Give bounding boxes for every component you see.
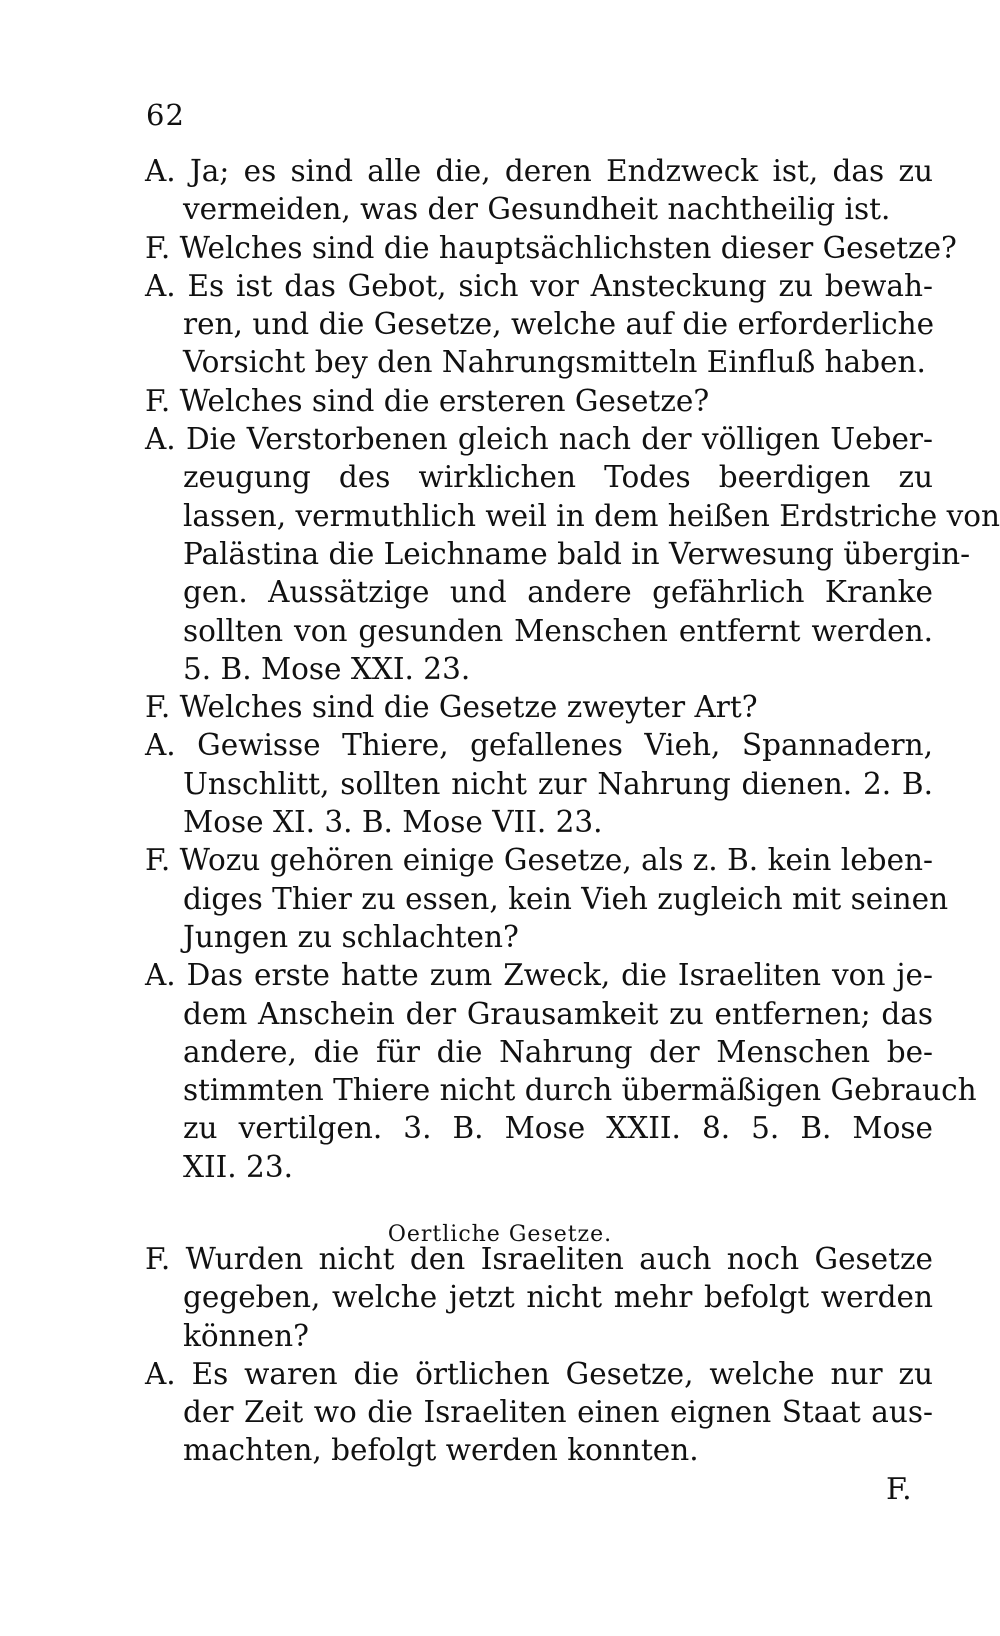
section-heading: Oertliche Gesetze. [387, 1222, 613, 1247]
text-line: vermeiden, was der Gesundheit nachtheilig ist. [183, 192, 891, 227]
text-line: F. Welches sind die ersteren Gesetze? [145, 383, 710, 418]
text-line: Vorsicht bey den Nahrungsmitteln Einfluß haben. [183, 345, 926, 380]
text-line: Palästina die Leichname bald in Verwesung übergin- [183, 536, 971, 571]
text-line: zu vertilgen. 3. B. Mose XXII. 8. 5. B. Mose [183, 1111, 933, 1146]
text-line: A. Es waren die örtlichen Gesetze, welche nur zu [145, 1356, 933, 1391]
text-line: A. Ja; es sind alle die, deren Endzweck ist, das zu [145, 154, 933, 188]
text-line: der Zeit wo die Israeliten einen eignen Staat aus- [183, 1395, 933, 1430]
text-line: F. Welches sind die hauptsächlichsten dieser Gesetze? [145, 230, 957, 265]
page-number: 62 [146, 98, 185, 132]
text-line: sollten von gesunden Menschen entfernt werden. [183, 613, 933, 648]
text-line: 5. B. Mose XXI. 23. [183, 651, 471, 686]
text-line: Jungen zu schlachten? [183, 919, 519, 954]
text-line: stimmten Thiere nicht durch übermäßigen Gebrauch [183, 1073, 977, 1108]
text-line: F. Wozu gehören einige Gesetze, als z. B. kein leben- [145, 843, 933, 878]
text-line: gen. Aussätzige und andere gefährlich Kranke [183, 575, 933, 610]
qa-block-health-laws [145, 152, 1000, 1186]
text-line: dem Anschein der Grausamkeit zu entfernen; das [183, 996, 933, 1031]
catchword: F. [886, 1472, 912, 1507]
qa-block-local-laws [145, 1240, 933, 1470]
text-line: A. Gewisse Thiere, gefallenes Vieh, Spannadern, [145, 728, 933, 763]
text-line: A. Das erste hatte zum Zweck, die Israeliten von je- [145, 958, 933, 993]
text-line: ren, und die Gesetze, welche auf die erforderliche [183, 307, 935, 342]
text-line: lassen, vermuthlich weil in dem heißen Erdstriche von [183, 498, 1000, 533]
text-line: F. Welches sind die Gesetze zweyter Art? [145, 690, 758, 725]
text-line: F. Wurden nicht den Israeliten auch noch Gesetze [145, 1242, 933, 1276]
text-line: diges Thier zu essen, kein Vieh zugleich mit seinen [183, 881, 949, 916]
text-line: Unschlitt, sollten nicht zur Nahrung dienen. 2. B. [183, 766, 933, 801]
text-line: gegeben, welche jetzt nicht mehr befolgt werden [183, 1280, 933, 1315]
text-line: machten, befolgt werden konnten. [183, 1433, 699, 1468]
text-line: A. Die Verstorbenen gleich nach der völligen Ueber- [145, 422, 933, 457]
text-line: zeugung des wirklichen Todes beerdigen zu [183, 460, 933, 495]
text-line: A. Es ist das Gebot, sich vor Ansteckung zu bewah- [145, 268, 933, 303]
text-line: Mose XI. 3. B. Mose VII. 23. [183, 805, 603, 840]
text-line: andere, die für die Nahrung der Menschen be- [183, 1034, 933, 1069]
text-line: XII. 23. [183, 1149, 293, 1184]
text-line: können? [183, 1318, 309, 1353]
